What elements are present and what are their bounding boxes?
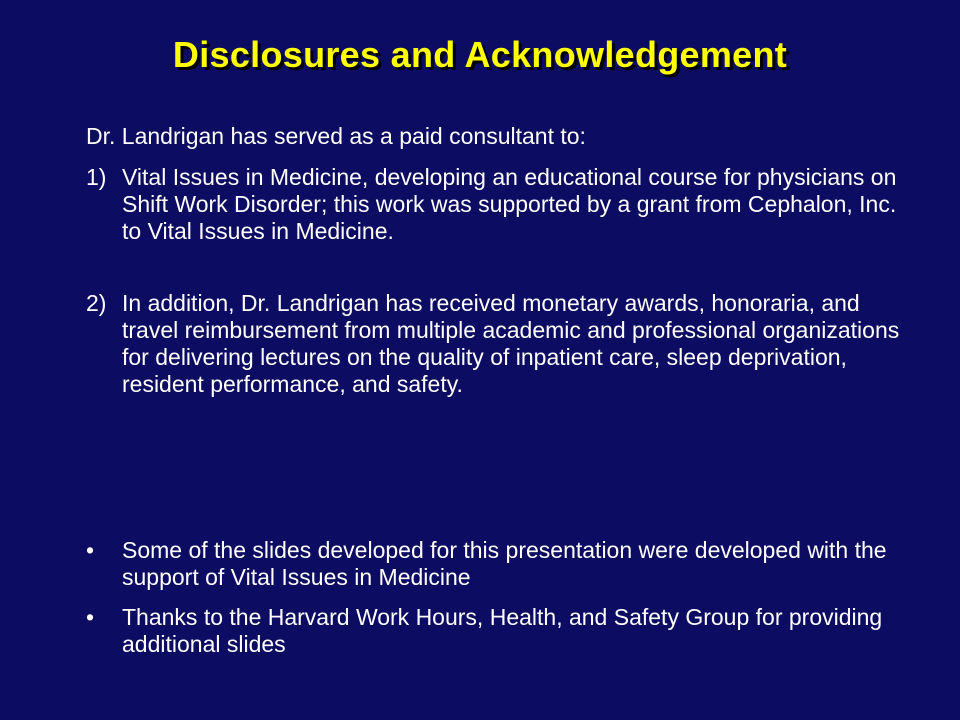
number-marker: 1) xyxy=(86,164,107,190)
bullet-marker: • xyxy=(86,537,95,563)
numbered-item-text: Vital Issues in Medicine, developing an educational course for physicians on Shift Work Disorder; this work was supported by a grant from Cephalon, Inc. to Vital Issues in Medicine. xyxy=(122,164,897,244)
slide-title: Disclosures and Acknowledgement xyxy=(172,34,788,75)
bullet-item-text: Some of the slides developed for this presentation were developed with the support of Vital Issues in Medicine xyxy=(122,537,887,590)
number-marker: 2) xyxy=(86,290,107,316)
bullet-item-2 xyxy=(86,604,926,658)
numbered-item-1 xyxy=(86,164,916,245)
numbered-item-text: In addition, Dr. Landrigan has received monetary awards, honoraria, and travel reimbursement from multiple academic and professional organizations for delivering lectures on the quality of inpatient care, sleep deprivation, resident performance, and safety. xyxy=(122,290,900,397)
bullet-marker: • xyxy=(86,604,95,630)
intro-text: Dr. Landrigan has served as a paid consultant to: xyxy=(86,123,586,149)
bullet-item-1 xyxy=(86,537,926,591)
numbered-item-2 xyxy=(86,290,916,398)
bullet-item-text: Thanks to the Harvard Work Hours, Health, and Safety Group for providing additional slides xyxy=(122,604,883,657)
